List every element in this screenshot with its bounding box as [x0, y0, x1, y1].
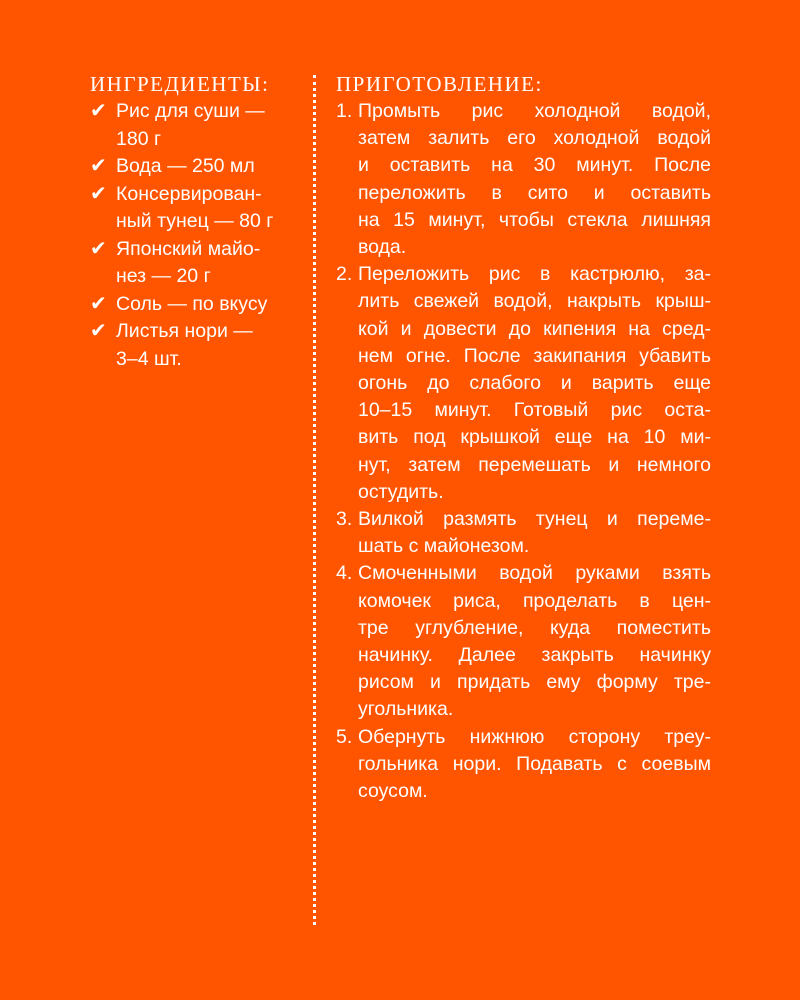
check-icon: ✔	[90, 320, 107, 342]
ingredient-item	[90, 98, 300, 153]
ingredient-text: Японский майо-	[116, 237, 261, 260]
step-text: вода.	[358, 236, 407, 259]
step-number: 2.	[336, 263, 353, 286]
ingredient-item	[90, 318, 300, 373]
step-text: Смоченными водой руками взять	[358, 562, 711, 585]
check-icon: ✔	[90, 155, 107, 177]
ingredients-heading: ИНГРЕДИЕНТЫ:	[90, 72, 270, 96]
step-item	[336, 506, 711, 560]
step-text: лить свежей водой, накрыть крыш-	[358, 290, 711, 313]
check-icon: ✔	[90, 292, 107, 315]
check-icon: ✔	[90, 100, 107, 122]
ingredient-text: Консервирован-	[116, 182, 262, 205]
step-number: 1.	[336, 100, 353, 122]
ingredient-text: 3–4 шт.	[116, 347, 182, 370]
step-text: остудить.	[358, 480, 444, 503]
step-text: рисом и придать ему форму тре-	[358, 671, 711, 694]
ingredient-item	[90, 236, 300, 291]
ingredient-text: ный тунец — 80 г	[116, 210, 274, 232]
ingredient-item	[90, 181, 300, 236]
step-text: затем залить его холодной водой	[358, 127, 711, 150]
ingredient-text: Соль — по вкусу	[116, 292, 268, 315]
check-icon: ✔	[90, 182, 107, 205]
step-text: гольника нори. Подавать с соевым	[358, 752, 711, 775]
step-text: тре углубление, куда поместить	[358, 616, 711, 639]
step-text: угольника.	[358, 698, 454, 721]
step-text: Вилкой размять тунец и переме-	[358, 508, 711, 531]
preparation-section	[336, 70, 711, 805]
step-text: 10–15 минут. Готовый рис оста-	[358, 399, 711, 422]
step-item	[336, 98, 711, 261]
preparation-heading: ПРИГОТОВЛЕНИЕ:	[336, 72, 543, 96]
step-text: огонь до слабого и варить еще	[358, 372, 711, 395]
step-number: 5.	[336, 725, 353, 748]
step-text: вить под крышкой еще на 10 ми-	[358, 426, 711, 449]
step-text: на 15 минут, чтобы стекла лишняя	[358, 208, 711, 231]
step-text: Переложить рис в кастрюлю, за-	[358, 263, 711, 286]
column-divider	[313, 75, 316, 925]
step-item	[336, 560, 711, 723]
step-text: переложить в сито и оставить	[358, 181, 711, 204]
step-text: шать с майонезом.	[358, 535, 530, 558]
step-item	[336, 724, 711, 806]
step-text: комочек риса, проделать в цен-	[358, 589, 711, 612]
step-text: и оставить на 30 минут. После	[358, 154, 711, 177]
ingredient-text: Листья нори —	[116, 320, 253, 342]
step-number: 3.	[336, 508, 353, 531]
ingredients-list	[90, 98, 300, 373]
step-number: 4.	[336, 562, 353, 585]
step-text: нем огне. После закипания убавить	[358, 344, 711, 367]
step-text: соусом.	[358, 780, 428, 803]
step-text: начинку. Далее закрыть начинку	[358, 644, 711, 667]
step-text: Промыть рис холодной водой,	[358, 100, 711, 122]
step-text: нут, затем перемешать и немного	[358, 453, 711, 476]
step-text: кой и довести до кипения на сред-	[358, 317, 711, 340]
ingredients-section	[90, 70, 300, 373]
step-item	[336, 261, 711, 506]
check-icon: ✔	[90, 237, 107, 260]
ingredient-item	[90, 153, 300, 181]
ingredient-text: нез — 20 г	[116, 265, 211, 287]
ingredient-text: Рис для суши —	[116, 100, 265, 122]
ingredient-text: Вода — 250 мл	[116, 155, 255, 177]
ingredient-item	[90, 291, 300, 319]
ingredient-text: 180 г	[116, 127, 162, 150]
step-text: Обернуть нижнюю сторону треу-	[358, 725, 711, 748]
preparation-steps	[336, 98, 711, 805]
